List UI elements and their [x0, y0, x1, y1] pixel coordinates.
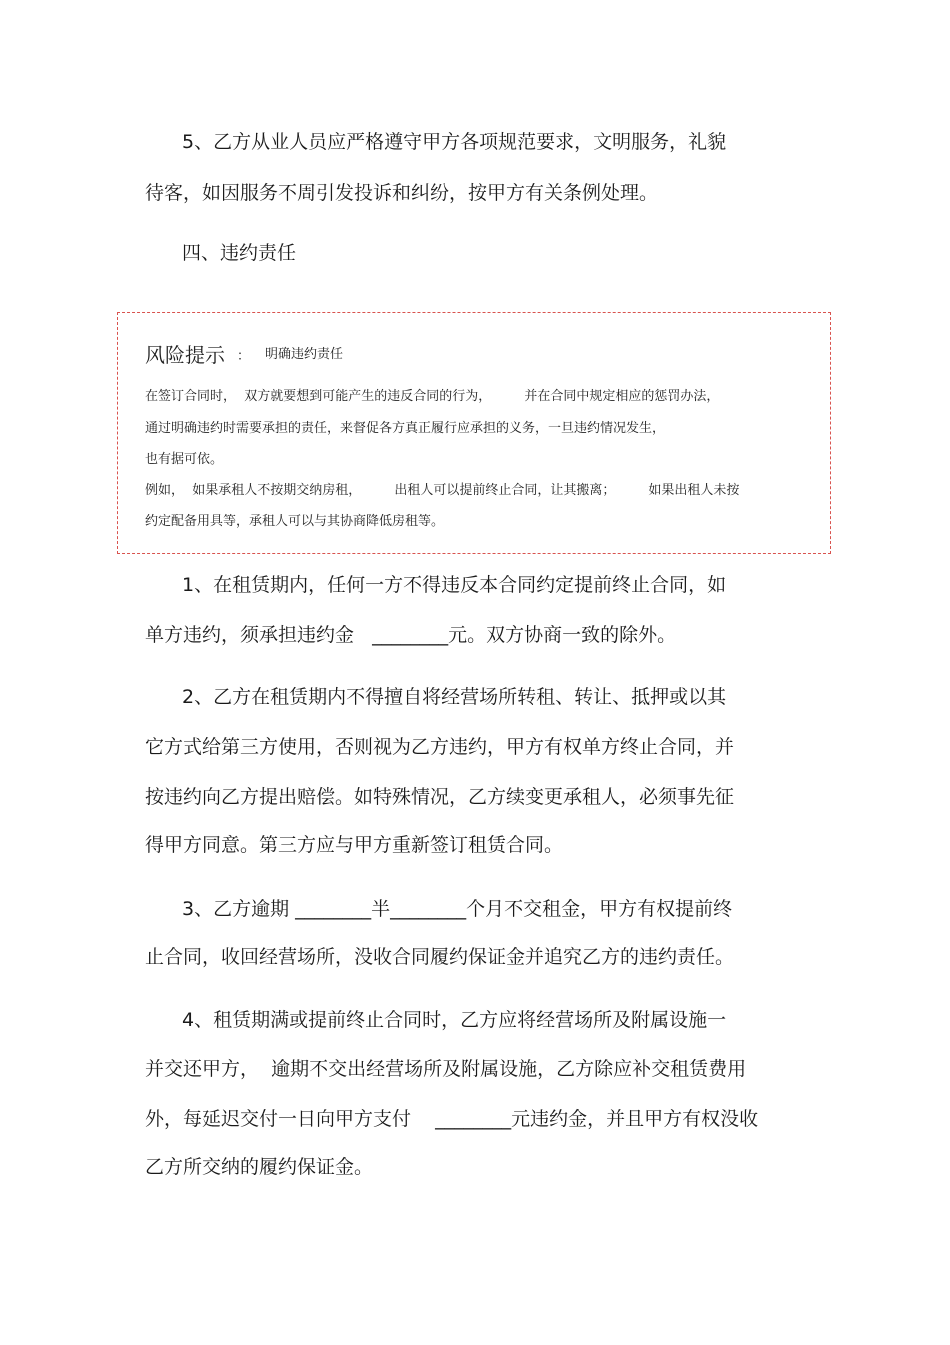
- clause-4-line-4: 乙方所交纳的履约保证金。: [145, 1156, 374, 1178]
- risk-tip-title: 风险提示: [145, 343, 225, 367]
- risk-tip-line-5: 约定配备用具等，承租人可以与其协商降低房租等。: [145, 514, 445, 529]
- clause-5-line-1: 5、乙方从业人员应严格遵守甲方各项规范要求，文明服务，礼貌: [182, 131, 727, 153]
- clause-3-line-1: 3、乙方逾期 ________半________个月不交租金，甲方有权提前终: [182, 898, 733, 920]
- clause-1-line-2: 单方违约，须承担违约金 ________元。双方协商一致的除外。: [145, 624, 677, 646]
- risk-tip-subtitle: 明确违约责任: [265, 347, 344, 362]
- clause-4-line-1: 4、租赁期满或提前终止合同时，乙方应将经营场所及附属设施一: [182, 1009, 727, 1031]
- risk-tip-line-4: 例如， 如果承租人不按期交纳房租， 出租人可以提前终止合同，让其搬离； 如果出租人未按: [145, 483, 740, 498]
- clause-2-line-4: 得甲方同意。第三方应与甲方重新签订租赁合同。: [145, 834, 564, 856]
- clause-3-line-2: 止合同，收回经营场所，没收合同履约保证金并追究乙方的违约责任。: [145, 946, 735, 968]
- clause-2-line-2: 它方式给第三方使用，否则视为乙方违约，甲方有权单方终止合同，并: [145, 736, 735, 758]
- risk-tip-colon: ：: [237, 349, 251, 364]
- risk-tip-line-2: 通过明确违约时需要承担的责任，来督促各方真正履行应承担的义务，一旦违约情况发生，: [145, 421, 666, 436]
- clause-5-line-2: 待客，如因服务不周引发投诉和纠纷，按甲方有关条例处理。: [145, 182, 659, 204]
- clause-4-line-3: 外，每延迟交付一日向甲方支付 ________元违约金，并且甲方有权没收: [145, 1108, 759, 1130]
- clause-2-line-1: 2、乙方在租赁期内不得擅自将经营场所转租、转让、抵押或以其: [182, 686, 727, 708]
- section-heading-breach-liability: 四、违约责任: [182, 242, 297, 264]
- clause-2-line-3: 按违约向乙方提出赔偿。如特殊情况，乙方续变更承租人，必须事先征: [145, 786, 735, 808]
- risk-tip-line-1: 在签订合同时， 双方就要想到可能产生的违反合同的行为， 并在合同中规定相应的惩罚办法，: [145, 389, 720, 404]
- clause-1-line-1: 1、在租赁期内，任何一方不得违反本合同约定提前终止合同，如: [182, 574, 727, 596]
- clause-4-line-2: 并交还甲方， 逾期不交出经营场所及附属设施，乙方除应补交租赁费用: [145, 1058, 747, 1080]
- risk-tip-box: [117, 312, 831, 554]
- risk-tip-line-3: 也有据可依。: [145, 452, 224, 467]
